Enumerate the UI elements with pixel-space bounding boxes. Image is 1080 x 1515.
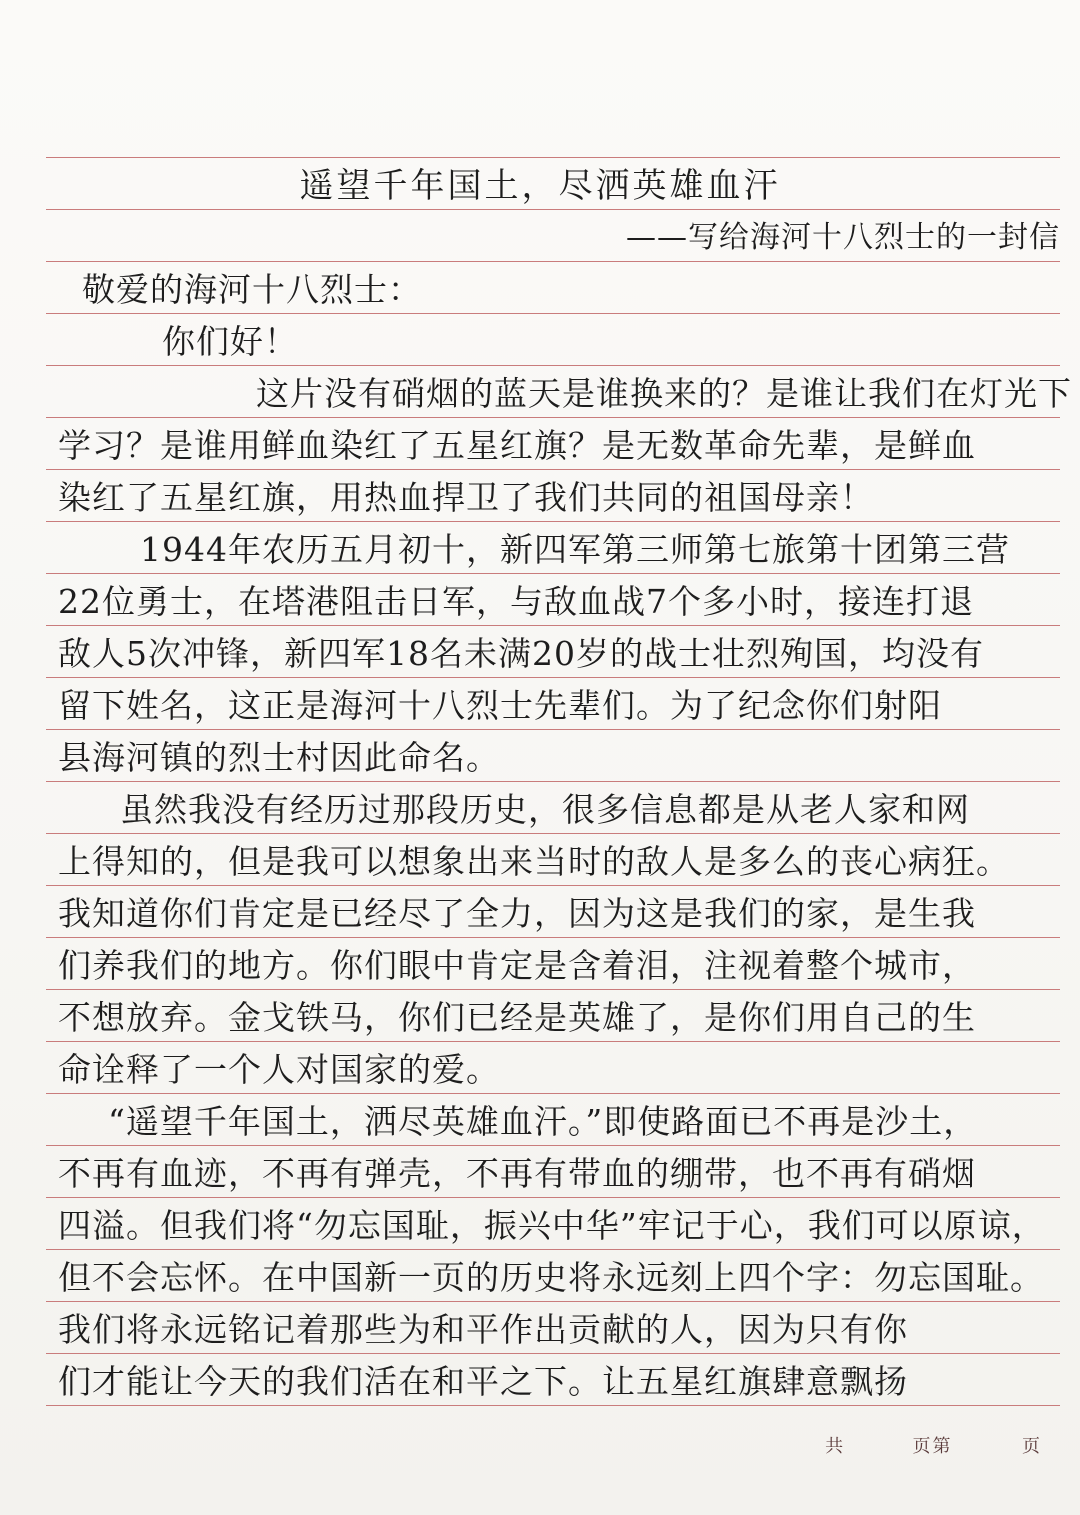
footer-page-suffix: 页: [1022, 1436, 1042, 1457]
letter-line: 命诠释了一个人对国家的爱。: [58, 1050, 500, 1089]
letter-line: 这片没有硝烟的蓝天是谁换来的？是谁让我们在灯光下: [256, 374, 1072, 413]
letter-line: 学习？是谁用鲜血染红了五星红旗？是无数革命先辈，是鲜血: [58, 426, 976, 465]
letter-line: “遥望千年国土，洒尽英雄血汗。”即使路面已不再是沙土，: [108, 1102, 978, 1141]
letter-line: 不再有血迹，不再有弹壳，不再有带血的绷带，也不再有硝烟: [58, 1154, 976, 1193]
letter-line: 但不会忘怀。在中国新一页的历史将永远刻上四个字：勿忘国耻。: [58, 1258, 1044, 1297]
letter-line: 四溢。但我们将“勿忘国耻，振兴中华”牢记于心，我们可以原谅，: [58, 1206, 1046, 1245]
letter-line: 我知道你们肯定是已经尽了全力，因为这是我们的家，是生我: [58, 894, 976, 933]
letter-line: 县海河镇的烈士村因此命名。: [58, 738, 500, 777]
letter-line: 染红了五星红旗，用热血捍卫了我们共同的祖国母亲！: [58, 478, 874, 517]
letter-line: 我们将永远铭记着那些为和平作出贡献的人，因为只有你: [58, 1310, 908, 1349]
letter-line: 们养我们的地方。你们眼中肯定是含着泪，注视着整个城市，: [58, 946, 976, 985]
rule-line: [46, 157, 1060, 158]
letter-line: 上得知的，但是我可以想象出来当时的敌人是多么的丧心病狂。: [58, 842, 1010, 881]
footer-total-label: 共: [825, 1436, 846, 1457]
letter-title: 遥望千年国土，尽洒英雄血汗: [299, 166, 781, 206]
letter-line: 22位勇士，在塔港阻击日军，与敌血战7个多小时，接连打退: [58, 582, 974, 621]
letter-line: 1944年农历五月初十，新四军第三师第七旅第十团第三营: [140, 530, 1010, 569]
letter-subtitle: ——写给海河十八烈士的一封信: [626, 220, 1060, 255]
page-footer: [825, 1432, 1042, 1458]
letter-line: 们才能让今天的我们活在和平之下。让五星红旗肆意飘扬: [58, 1362, 908, 1401]
footer-page-label: 页第: [912, 1436, 953, 1457]
letter-salutation: 敬爱的海河十八烈士：: [82, 270, 422, 309]
letter-greeting: 你们好！: [162, 322, 298, 361]
letter-line: 不想放弃。金戈铁马，你们已经是英雄了，是你们用自己的生: [58, 998, 976, 1037]
letter-line: 虽然我没有经历过那段历史，很多信息都是从老人家和网: [120, 790, 970, 829]
letter-line: 留下姓名，这正是海河十八烈士先辈们。为了纪念你们射阳: [58, 686, 942, 725]
letter-line: 敌人5次冲锋，新四军18名未满20岁的战士壮烈殉国，均没有: [58, 634, 984, 673]
